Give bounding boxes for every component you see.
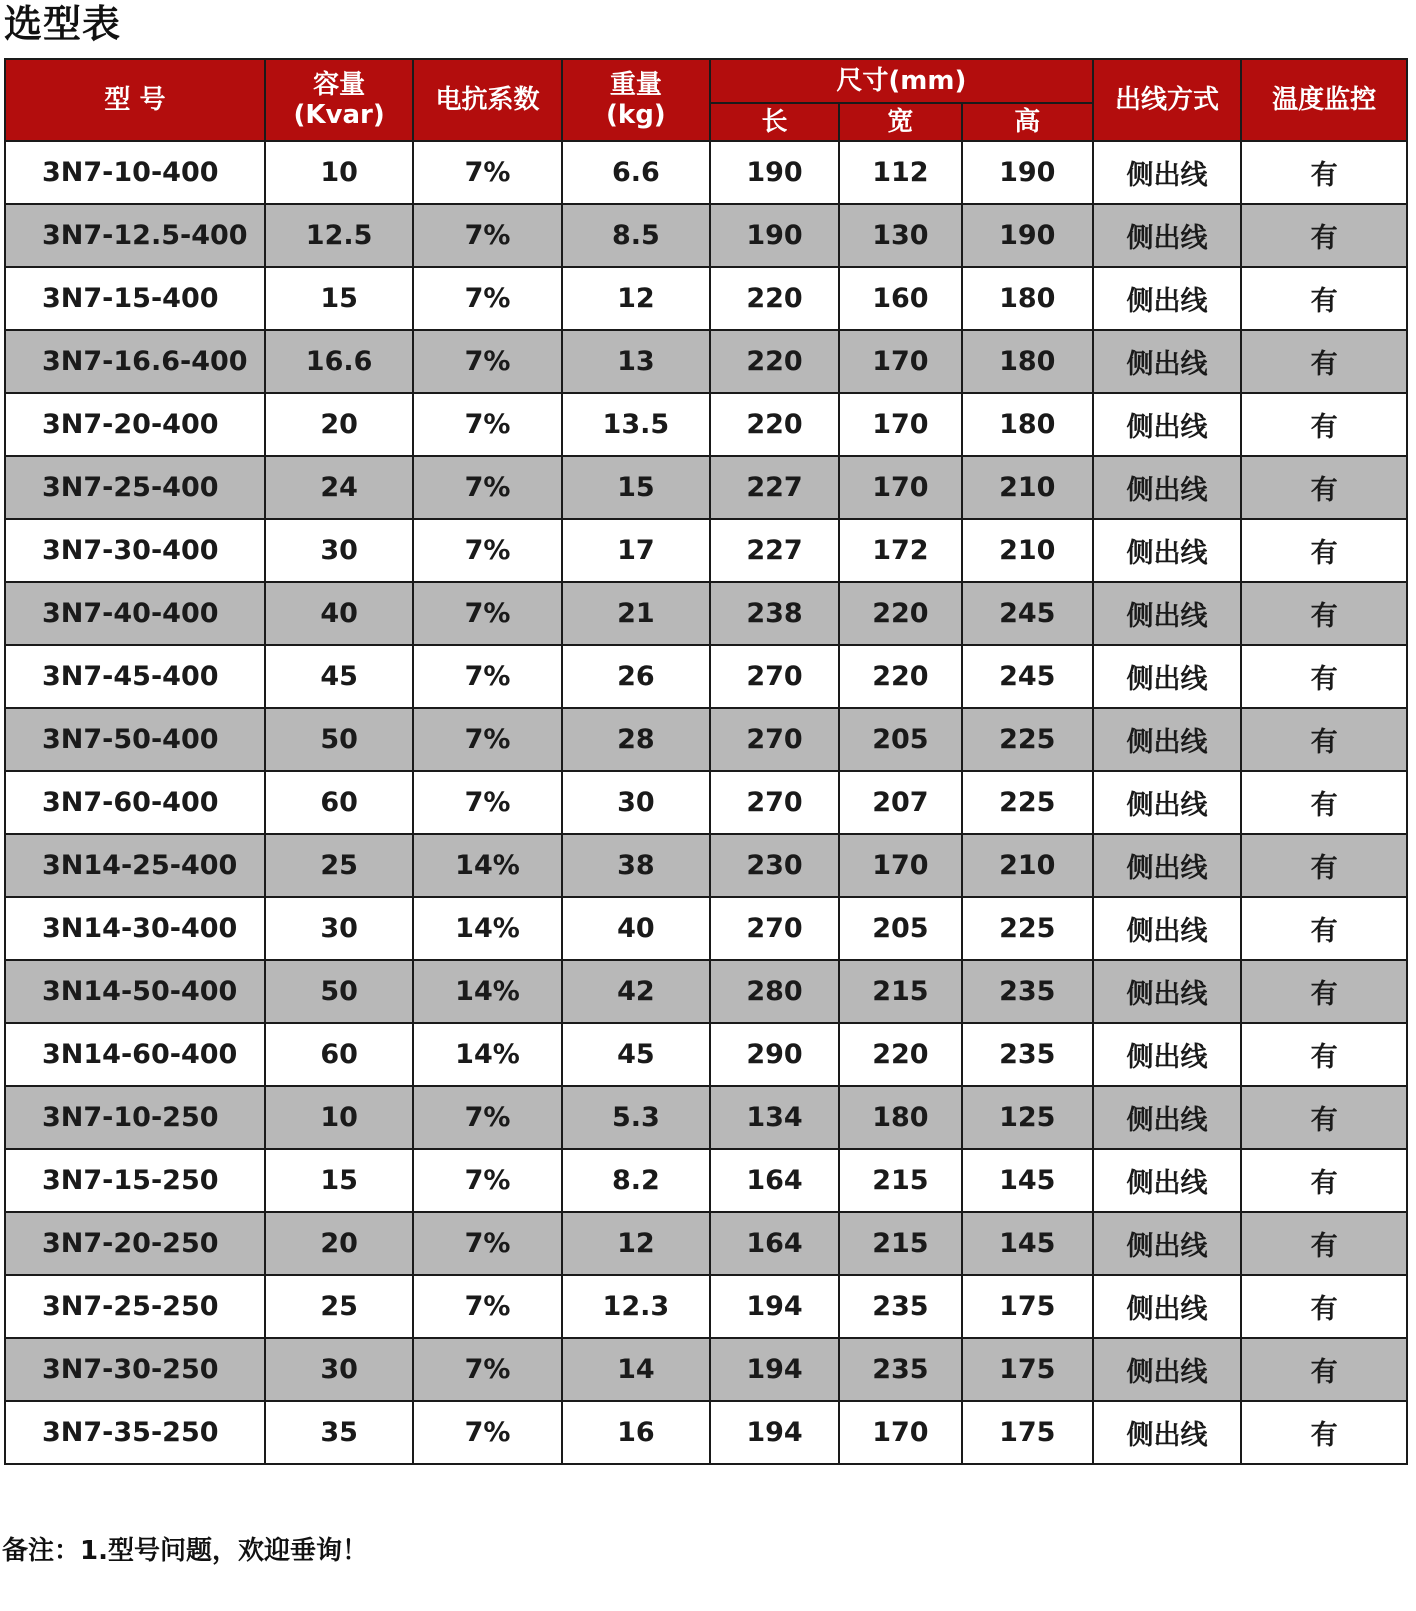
cell-weight: 12	[562, 1212, 710, 1275]
table-row	[5, 1401, 1407, 1464]
cell-temp: 有	[1241, 1212, 1407, 1275]
table-row	[5, 519, 1407, 582]
cell-capacity: 10	[265, 141, 413, 204]
cell-length: 220	[710, 267, 839, 330]
header-model: 型 号	[5, 59, 265, 141]
cell-temp: 有	[1241, 330, 1407, 393]
cell-weight: 6.6	[562, 141, 710, 204]
cell-model: 3N14-25-400	[5, 834, 265, 897]
cell-height: 180	[962, 393, 1093, 456]
cell-temp: 有	[1241, 519, 1407, 582]
header-temp: 温度监控	[1241, 59, 1407, 141]
cell-temp: 有	[1241, 1401, 1407, 1464]
cell-outlet: 侧出线	[1093, 1338, 1241, 1401]
cell-model: 3N7-35-250	[5, 1401, 265, 1464]
cell-height: 210	[962, 834, 1093, 897]
cell-model: 3N7-12.5-400	[5, 204, 265, 267]
cell-reactance: 7%	[413, 582, 561, 645]
cell-outlet: 侧出线	[1093, 519, 1241, 582]
cell-length: 194	[710, 1401, 839, 1464]
cell-outlet: 侧出线	[1093, 141, 1241, 204]
cell-height: 175	[962, 1338, 1093, 1401]
cell-reactance: 14%	[413, 834, 561, 897]
cell-height: 210	[962, 519, 1093, 582]
cell-weight: 5.3	[562, 1086, 710, 1149]
header-length: 长	[710, 103, 839, 141]
cell-height: 175	[962, 1275, 1093, 1338]
cell-weight: 16	[562, 1401, 710, 1464]
table-body	[5, 141, 1407, 1464]
cell-outlet: 侧出线	[1093, 267, 1241, 330]
cell-outlet: 侧出线	[1093, 204, 1241, 267]
cell-width: 170	[839, 1401, 962, 1464]
cell-outlet: 侧出线	[1093, 897, 1241, 960]
cell-height: 245	[962, 582, 1093, 645]
cell-model: 3N14-50-400	[5, 960, 265, 1023]
cell-height: 235	[962, 960, 1093, 1023]
cell-weight: 17	[562, 519, 710, 582]
cell-width: 170	[839, 393, 962, 456]
table-row	[5, 1086, 1407, 1149]
cell-height: 235	[962, 1023, 1093, 1086]
cell-model: 3N7-25-400	[5, 456, 265, 519]
cell-weight: 45	[562, 1023, 710, 1086]
table-row	[5, 330, 1407, 393]
cell-weight: 38	[562, 834, 710, 897]
cell-temp: 有	[1241, 141, 1407, 204]
cell-width: 205	[839, 897, 962, 960]
header-weight-line2: (kg)	[606, 100, 666, 130]
cell-width: 215	[839, 1149, 962, 1212]
cell-reactance: 7%	[413, 204, 561, 267]
cell-height: 245	[962, 645, 1093, 708]
cell-model: 3N7-60-400	[5, 771, 265, 834]
cell-length: 194	[710, 1338, 839, 1401]
cell-length: 270	[710, 897, 839, 960]
cell-temp: 有	[1241, 393, 1407, 456]
cell-width: 220	[839, 1023, 962, 1086]
table-row	[5, 897, 1407, 960]
cell-model: 3N7-30-400	[5, 519, 265, 582]
cell-outlet: 侧出线	[1093, 708, 1241, 771]
cell-weight: 14	[562, 1338, 710, 1401]
cell-length: 134	[710, 1086, 839, 1149]
cell-width: 215	[839, 1212, 962, 1275]
cell-reactance: 7%	[413, 267, 561, 330]
table-row	[5, 645, 1407, 708]
cell-temp: 有	[1241, 267, 1407, 330]
cell-model: 3N7-40-400	[5, 582, 265, 645]
cell-height: 210	[962, 456, 1093, 519]
cell-capacity: 15	[265, 267, 413, 330]
cell-length: 220	[710, 330, 839, 393]
cell-model: 3N7-15-250	[5, 1149, 265, 1212]
cell-length: 238	[710, 582, 839, 645]
cell-model: 3N7-20-400	[5, 393, 265, 456]
cell-temp: 有	[1241, 1275, 1407, 1338]
cell-capacity: 60	[265, 771, 413, 834]
cell-outlet: 侧出线	[1093, 330, 1241, 393]
cell-weight: 40	[562, 897, 710, 960]
table-row	[5, 708, 1407, 771]
header-capacity-line2: (Kvar)	[293, 100, 385, 130]
cell-width: 220	[839, 582, 962, 645]
cell-reactance: 7%	[413, 330, 561, 393]
cell-model: 3N7-50-400	[5, 708, 265, 771]
cell-weight: 8.5	[562, 204, 710, 267]
cell-reactance: 7%	[413, 141, 561, 204]
cell-model: 3N7-45-400	[5, 645, 265, 708]
cell-width: 220	[839, 645, 962, 708]
cell-reactance: 7%	[413, 1149, 561, 1212]
cell-width: 170	[839, 834, 962, 897]
table-row	[5, 456, 1407, 519]
cell-reactance: 7%	[413, 708, 561, 771]
table-header	[5, 59, 1407, 141]
cell-temp: 有	[1241, 456, 1407, 519]
cell-capacity: 12.5	[265, 204, 413, 267]
header-height: 高	[962, 103, 1093, 141]
cell-outlet: 侧出线	[1093, 1401, 1241, 1464]
cell-length: 190	[710, 141, 839, 204]
cell-outlet: 侧出线	[1093, 393, 1241, 456]
cell-outlet: 侧出线	[1093, 456, 1241, 519]
header-width: 宽	[839, 103, 962, 141]
cell-width: 235	[839, 1338, 962, 1401]
cell-capacity: 60	[265, 1023, 413, 1086]
cell-width: 207	[839, 771, 962, 834]
cell-outlet: 侧出线	[1093, 1023, 1241, 1086]
table-row	[5, 834, 1407, 897]
table-row	[5, 1149, 1407, 1212]
cell-capacity: 45	[265, 645, 413, 708]
cell-weight: 12.3	[562, 1275, 710, 1338]
selection-table	[4, 58, 1408, 1465]
cell-outlet: 侧出线	[1093, 1212, 1241, 1275]
cell-outlet: 侧出线	[1093, 834, 1241, 897]
cell-temp: 有	[1241, 1086, 1407, 1149]
cell-temp: 有	[1241, 645, 1407, 708]
table-row	[5, 393, 1407, 456]
cell-reactance: 14%	[413, 1023, 561, 1086]
cell-length: 230	[710, 834, 839, 897]
cell-temp: 有	[1241, 582, 1407, 645]
cell-width: 172	[839, 519, 962, 582]
cell-outlet: 侧出线	[1093, 1275, 1241, 1338]
cell-height: 125	[962, 1086, 1093, 1149]
cell-width: 205	[839, 708, 962, 771]
cell-outlet: 侧出线	[1093, 645, 1241, 708]
cell-temp: 有	[1241, 771, 1407, 834]
cell-temp: 有	[1241, 204, 1407, 267]
header-reactance: 电抗系数	[413, 59, 561, 141]
cell-capacity: 16.6	[265, 330, 413, 393]
cell-capacity: 35	[265, 1401, 413, 1464]
cell-temp: 有	[1241, 834, 1407, 897]
cell-length: 194	[710, 1275, 839, 1338]
table-row	[5, 1338, 1407, 1401]
cell-width: 170	[839, 456, 962, 519]
cell-weight: 12	[562, 267, 710, 330]
cell-width: 180	[839, 1086, 962, 1149]
table-row	[5, 141, 1407, 204]
cell-capacity: 20	[265, 1212, 413, 1275]
cell-length: 270	[710, 708, 839, 771]
cell-width: 215	[839, 960, 962, 1023]
cell-capacity: 15	[265, 1149, 413, 1212]
table-row	[5, 1212, 1407, 1275]
cell-model: 3N14-30-400	[5, 897, 265, 960]
cell-model: 3N14-60-400	[5, 1023, 265, 1086]
cell-capacity: 25	[265, 1275, 413, 1338]
header-outlet: 出线方式	[1093, 59, 1241, 141]
cell-reactance: 7%	[413, 393, 561, 456]
cell-reactance: 7%	[413, 519, 561, 582]
table-row	[5, 582, 1407, 645]
header-weight-line1: 重量	[609, 70, 662, 100]
table-row	[5, 204, 1407, 267]
cell-capacity: 50	[265, 960, 413, 1023]
cell-reactance: 7%	[413, 1212, 561, 1275]
cell-outlet: 侧出线	[1093, 771, 1241, 834]
cell-height: 145	[962, 1212, 1093, 1275]
table-row	[5, 1275, 1407, 1338]
cell-height: 190	[962, 204, 1093, 267]
page-title: 选型表	[4, 2, 122, 46]
header-capacity	[265, 59, 413, 141]
cell-temp: 有	[1241, 960, 1407, 1023]
table-row	[5, 1023, 1407, 1086]
cell-length: 227	[710, 456, 839, 519]
cell-length: 290	[710, 1023, 839, 1086]
cell-length: 190	[710, 204, 839, 267]
cell-weight: 28	[562, 708, 710, 771]
cell-outlet: 侧出线	[1093, 1086, 1241, 1149]
cell-weight: 15	[562, 456, 710, 519]
cell-weight: 26	[562, 645, 710, 708]
cell-capacity: 10	[265, 1086, 413, 1149]
cell-height: 225	[962, 897, 1093, 960]
cell-outlet: 侧出线	[1093, 1149, 1241, 1212]
cell-capacity: 30	[265, 519, 413, 582]
cell-outlet: 侧出线	[1093, 960, 1241, 1023]
cell-outlet: 侧出线	[1093, 582, 1241, 645]
table-row	[5, 267, 1407, 330]
cell-reactance: 7%	[413, 771, 561, 834]
cell-weight: 21	[562, 582, 710, 645]
header-weight	[562, 59, 710, 141]
cell-length: 220	[710, 393, 839, 456]
cell-model: 3N7-16.6-400	[5, 330, 265, 393]
cell-capacity: 30	[265, 897, 413, 960]
cell-model: 3N7-30-250	[5, 1338, 265, 1401]
cell-temp: 有	[1241, 708, 1407, 771]
cell-reactance: 7%	[413, 645, 561, 708]
cell-reactance: 7%	[413, 456, 561, 519]
cell-capacity: 24	[265, 456, 413, 519]
cell-length: 270	[710, 771, 839, 834]
cell-width: 170	[839, 330, 962, 393]
cell-reactance: 14%	[413, 960, 561, 1023]
cell-reactance: 14%	[413, 897, 561, 960]
cell-temp: 有	[1241, 897, 1407, 960]
cell-reactance: 7%	[413, 1275, 561, 1338]
cell-width: 160	[839, 267, 962, 330]
footnote: 备注：1.型号问题，欢迎垂询！	[2, 1536, 368, 1566]
cell-model: 3N7-10-250	[5, 1086, 265, 1149]
cell-height: 180	[962, 267, 1093, 330]
cell-reactance: 7%	[413, 1401, 561, 1464]
cell-capacity: 50	[265, 708, 413, 771]
cell-weight: 30	[562, 771, 710, 834]
cell-temp: 有	[1241, 1338, 1407, 1401]
cell-width: 130	[839, 204, 962, 267]
cell-temp: 有	[1241, 1149, 1407, 1212]
cell-capacity: 25	[265, 834, 413, 897]
cell-height: 190	[962, 141, 1093, 204]
cell-length: 164	[710, 1149, 839, 1212]
cell-length: 280	[710, 960, 839, 1023]
cell-height: 180	[962, 330, 1093, 393]
cell-capacity: 40	[265, 582, 413, 645]
cell-height: 145	[962, 1149, 1093, 1212]
cell-weight: 13.5	[562, 393, 710, 456]
cell-weight: 13	[562, 330, 710, 393]
header-size: 尺寸(mm)	[710, 59, 1093, 103]
cell-height: 175	[962, 1401, 1093, 1464]
cell-capacity: 30	[265, 1338, 413, 1401]
cell-model: 3N7-25-250	[5, 1275, 265, 1338]
cell-length: 227	[710, 519, 839, 582]
cell-height: 225	[962, 771, 1093, 834]
cell-temp: 有	[1241, 1023, 1407, 1086]
cell-model: 3N7-10-400	[5, 141, 265, 204]
table-row	[5, 960, 1407, 1023]
cell-reactance: 7%	[413, 1338, 561, 1401]
cell-model: 3N7-20-250	[5, 1212, 265, 1275]
table-row	[5, 771, 1407, 834]
cell-weight: 42	[562, 960, 710, 1023]
cell-reactance: 7%	[413, 1086, 561, 1149]
cell-height: 225	[962, 708, 1093, 771]
header-capacity-line1: 容量	[313, 70, 366, 100]
cell-model: 3N7-15-400	[5, 267, 265, 330]
cell-length: 270	[710, 645, 839, 708]
cell-width: 112	[839, 141, 962, 204]
cell-weight: 8.2	[562, 1149, 710, 1212]
cell-capacity: 20	[265, 393, 413, 456]
cell-length: 164	[710, 1212, 839, 1275]
cell-width: 235	[839, 1275, 962, 1338]
